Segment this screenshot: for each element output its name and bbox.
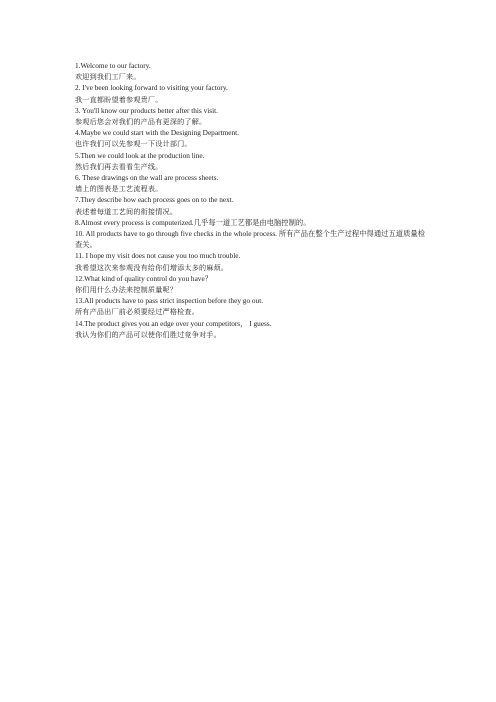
text-line-7-cn: 表述着每道工艺间的衔接情况。	[75, 206, 178, 216]
text-line-1-en: 1.Welcome to our factory.	[75, 61, 151, 70]
text-line-10-mixed: 10. All products have to go through five checks in the whole process. 所有产品在整个生产过程中得通过五道质量检查关。	[75, 229, 425, 250]
text-line-5-cn: 然后我们再去看看生产线。	[75, 161, 163, 171]
text-line-11-en: 11. I hope my visit does not cause you too much trouble.	[75, 251, 241, 261]
text-line-3-en: 3. You'll know our products better after this visit.	[75, 105, 218, 115]
text-line-4-cn: 也许我们可以先参观一下设计部门。	[75, 139, 192, 149]
text-line-5-en: 5.Then we could look at the production line.	[75, 150, 205, 160]
text-line-3-cn: 参观后您会对我们的产品有更深的了解。	[75, 117, 207, 127]
text-line-11-cn: 我希望这次来参观没有给你们增添太多的麻烦。	[75, 262, 229, 272]
text-line-2-cn: 我一直都盼望着参观贵厂。	[75, 94, 163, 104]
text-line-8-mixed: 8.Almost every process is computerized.几乎每一道工艺都是由电脑控制的。	[75, 217, 311, 227]
text-line-7-en: 7.They describe how each process goes on to the next.	[75, 195, 234, 205]
text-line-6-en: 6. These drawings on the wall are process sheets.	[75, 173, 219, 183]
text-line-12-cn: 你们用什么办法来控制质量呢？	[75, 285, 178, 295]
text-line-1-cn: 欢迎到我们工厂来。	[75, 72, 141, 82]
document-body	[75, 60, 425, 340]
text-line-14-cn: 我认为你们的产品可以使你们胜过竞争对手。	[75, 329, 221, 339]
text-line-12-en: 12.What kind of quality control do you have？	[75, 273, 212, 283]
text-line-2-en: 2. I've been looking forward to visiting your factory.	[75, 83, 228, 93]
text-line-4-en: 4.Maybe we could start with the Designing Department.	[75, 128, 239, 138]
text-line-13-cn: 所有产品出厂前必须要经过严格检查。	[75, 307, 199, 317]
text-line-14-en: 14.The product gives you an edge over your competitors， I guess.	[75, 318, 272, 328]
text-line-6-cn: 墙上的图表是工艺流程表。	[75, 184, 163, 194]
text-line-13-en: 13.All products have to pass strict inspection before they go out.	[75, 296, 264, 306]
